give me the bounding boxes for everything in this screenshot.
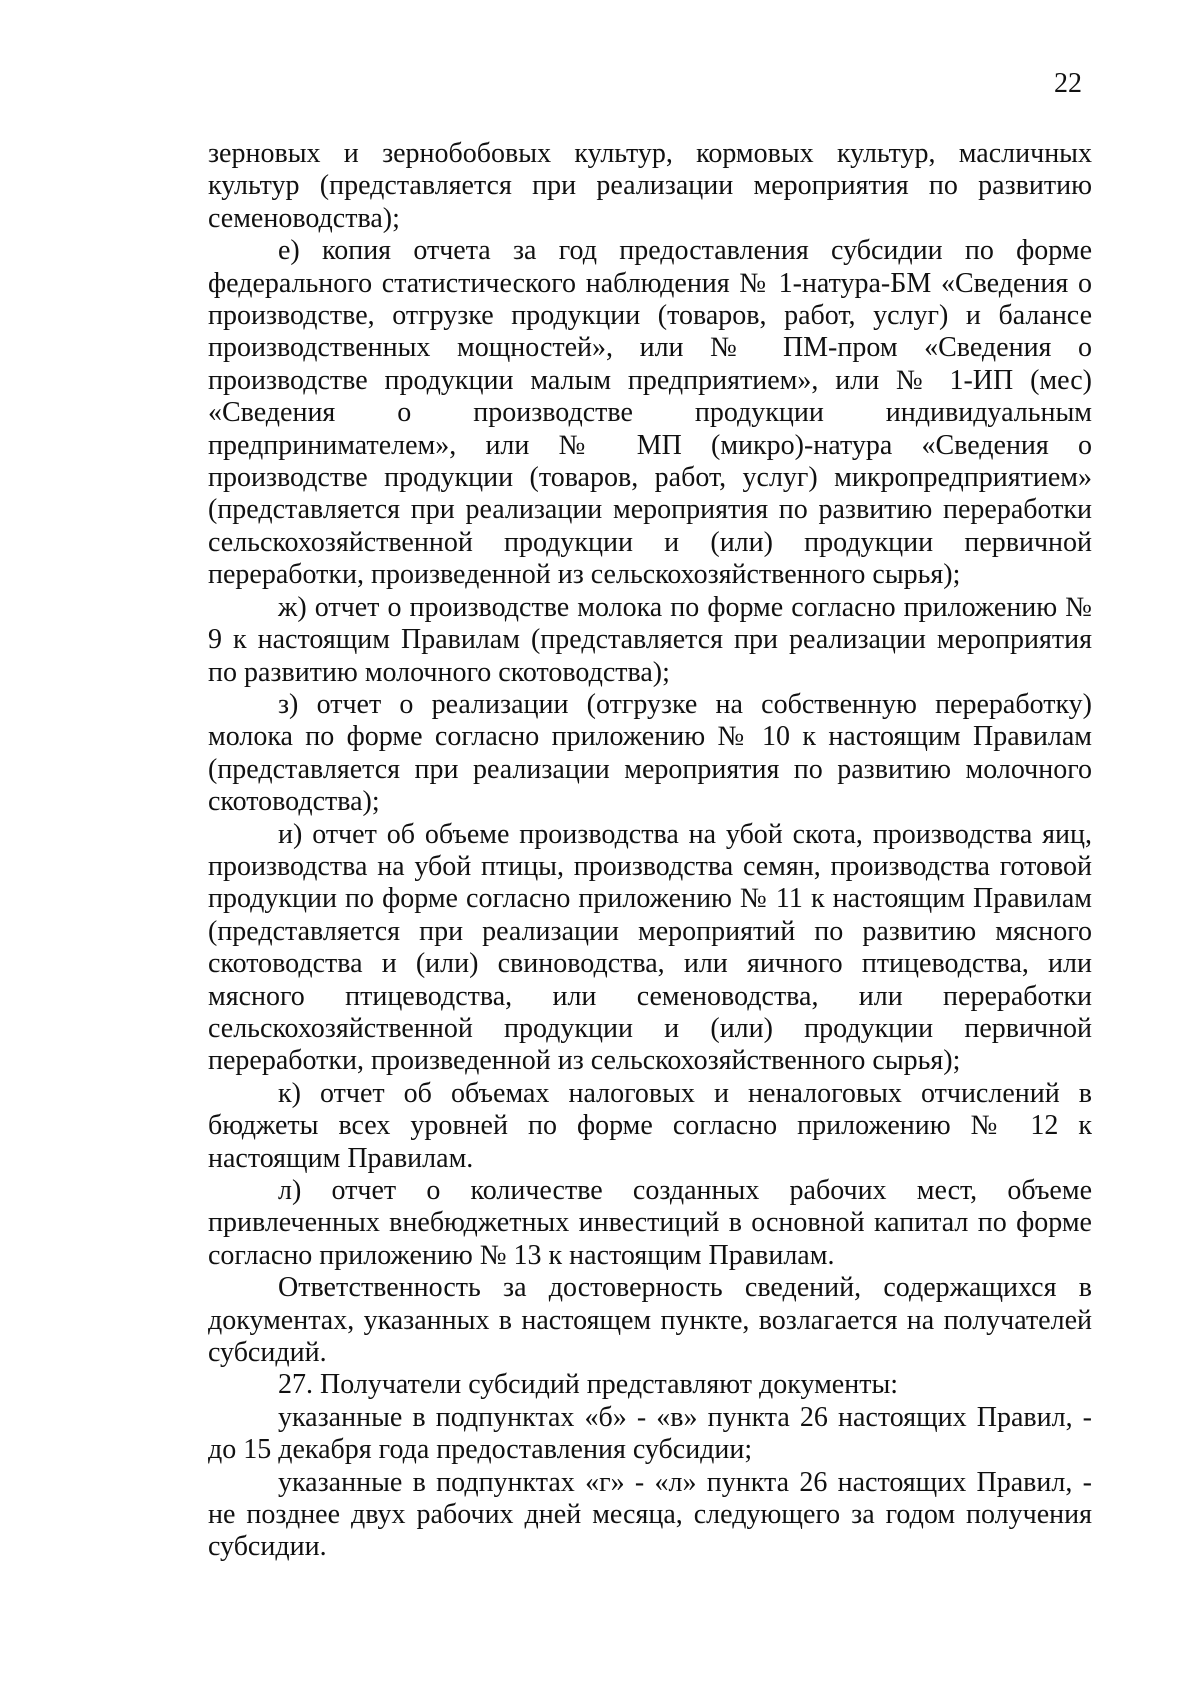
- page-number: 22: [1054, 68, 1082, 99]
- paragraph-item-zh: ж) отчет о производстве молока по форме согласно приложению № 9 к настоящим Правилам (представляется при реализации мероприятия по развитию молочного скотоводства);: [208, 591, 1092, 688]
- paragraph-clause-27-b: указанные в подпунктах «г» - «л» пункта 26 настоящих Правил, - не позднее двух рабочих дней месяца, следующего за годом получения субсидии.: [208, 1466, 1092, 1563]
- paragraph-clause-27: 27. Получатели субсидий представляют документы:: [278, 1369, 899, 1401]
- paragraph-item-k: к) отчет об объемах налоговых и неналоговых отчислений в бюджеты всех уровней по форме согласно приложению № 12 к настоящим Правилам.: [208, 1077, 1092, 1174]
- paragraph-item-e: е) копия отчета за год предоставления субсидии по форме федерального статистического наблюдения № 1-натура-БМ «Сведения о производстве, отгрузке продукции (товаров, работ, услуг) и балансе производственных мощностей», или № ПМ-пром «Сведения о производстве продукции малым предприятием», или № 1-ИП (мес) «Сведения о производстве продукции индивидуальным предпринимателем», или № МП (микро)-натура «Сведения о производстве продукции (товаров, работ, услуг) микропредприятием» (представляется при реализации мероприятия по развитию переработки сельскохозяйственной продукции и (или) продукции первичной переработки, произведенной из сельскохозяйственного сырья);: [208, 235, 1092, 591]
- paragraph-continuation: зерновых и зернобобовых культур, кормовых культур, масличных культур (представляется при реализации мероприятия по развитию семеноводства);: [208, 138, 1092, 234]
- paragraph-item-z: з) отчет о реализации (отгрузке на собственную переработку) молока по форме согласно приложению № 10 к настоящим Правилам (представляется при реализации мероприятия по развитию молочного скотоводства);: [208, 688, 1092, 818]
- paragraph-item-i: и) отчет об объеме производства на убой скота, производства яиц, производства на убой птицы, производства семян, производства готовой продукции по форме согласно приложению № 11 к настоящим Правилам (представляется при реализации мероприятий по развитию мясного скотоводства и (или) свиноводства, или яичного птицеводства, или мясного птицеводства, или семеноводства, или переработки сельскохозяйственной продукции и (или) продукции первичной переработки, произведенной из сельскохозяйственного сырья);: [208, 818, 1092, 1077]
- paragraph-clause-27-a: указанные в подпунктах «б» - «в» пункта 26 настоящих Правил, - до 15 декабря года предоставления субсидии;: [208, 1401, 1092, 1466]
- paragraph-responsibility: Ответственность за достоверность сведений, содержащихся в документах, указанных в настоящем пункте, возлагается на получателей субсидий.: [208, 1272, 1092, 1369]
- paragraph-item-l: л) отчет о количестве созданных рабочих мест, объеме привлеченных внебюджетных инвестиций в основной капитал по форме согласно приложению № 13 к настоящим Правилам.: [208, 1175, 1092, 1271]
- document-body: [208, 138, 1092, 1564]
